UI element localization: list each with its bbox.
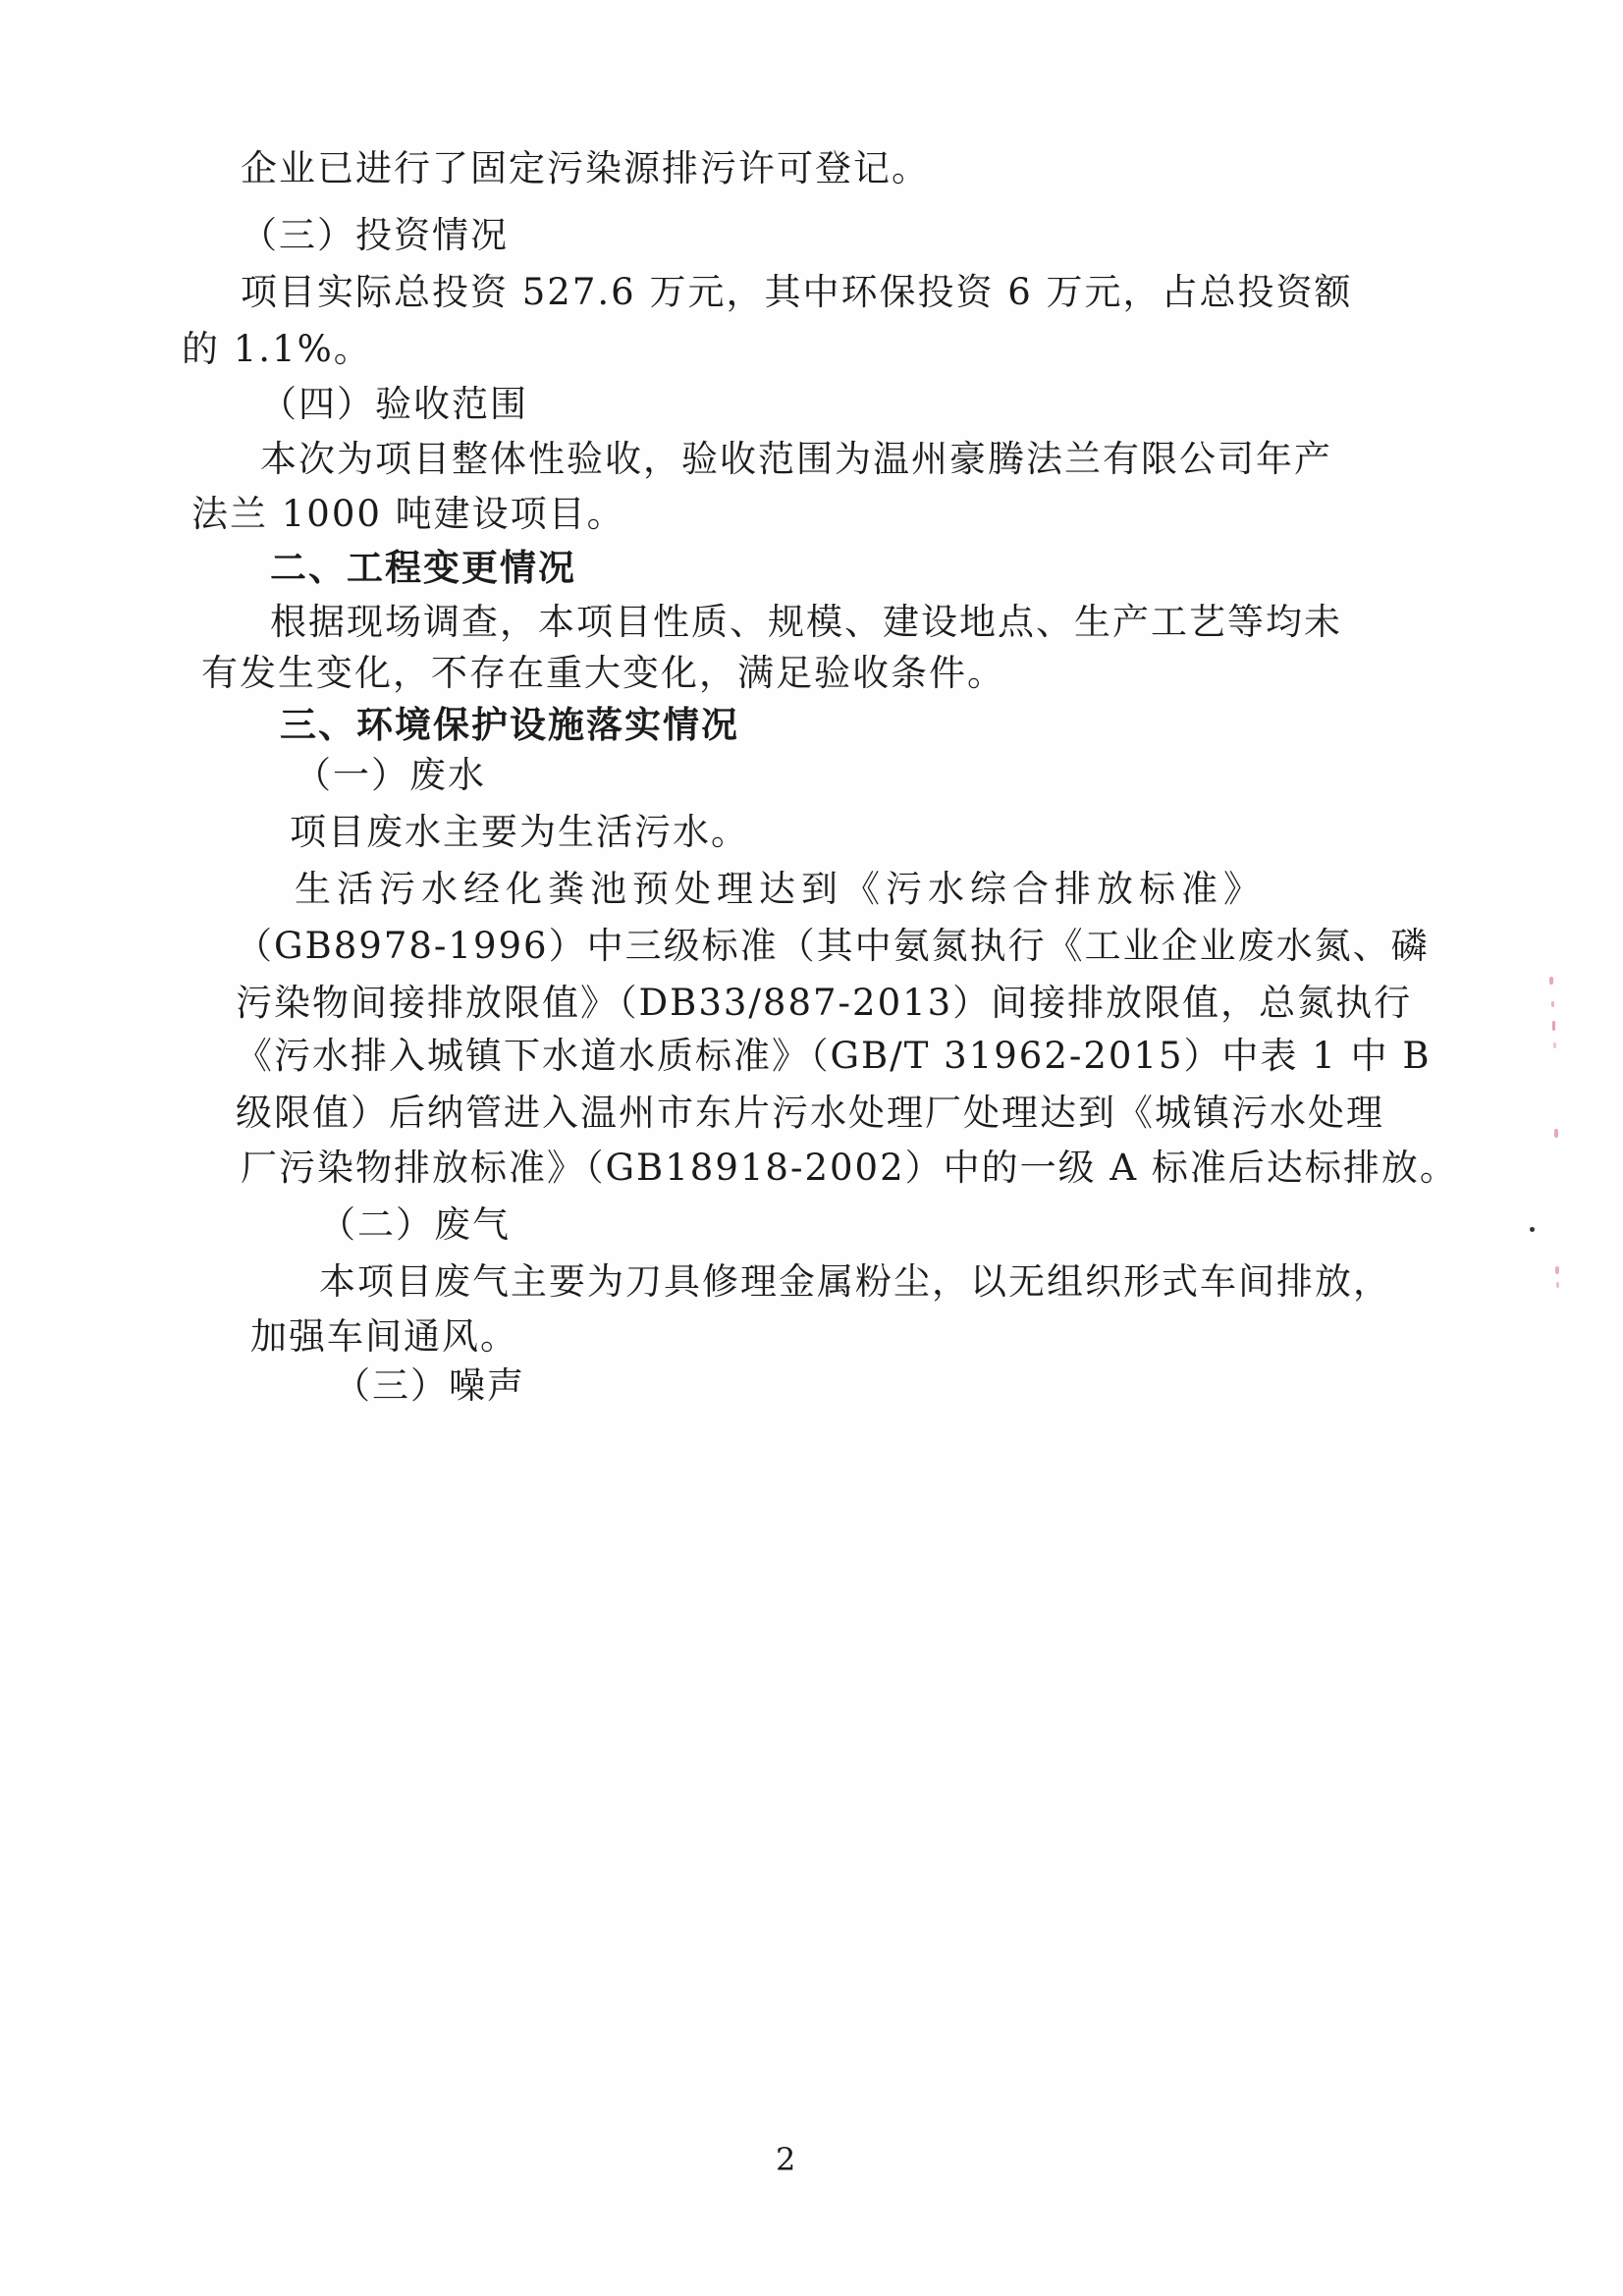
page-number: 2 bbox=[776, 2141, 796, 2178]
scan-mark bbox=[1556, 1282, 1559, 1288]
scan-mark bbox=[1551, 1001, 1554, 1007]
text-line: 污染物间接排放限值》（DB33/887-2013）间接排放限值，总氮执行 bbox=[236, 982, 1413, 1024]
text-line: 生活污水经化粪池预处理达到《污水综合排放标准》 bbox=[295, 868, 1266, 910]
text-line: 项目废水主要为生活污水。 bbox=[290, 811, 749, 853]
scan-mark bbox=[1549, 977, 1553, 985]
text-line: 加强车间通风。 bbox=[250, 1315, 518, 1358]
section-heading: （四）验收范围 bbox=[260, 383, 528, 425]
text-line: 有发生变化，不存在重大变化，满足验收条件。 bbox=[201, 652, 1005, 694]
text-line: 级限值）后纳管进入温州市东片污水处理厂处理达到《城镇污水处理 bbox=[236, 1092, 1384, 1134]
section-heading: （二）废气 bbox=[319, 1203, 511, 1246]
scan-mark bbox=[1553, 1042, 1556, 1048]
text-line: （GB8978-1996）中三级标准（其中氨氮执行《工业企业废水氮、磷 bbox=[236, 925, 1430, 967]
scan-mark bbox=[1555, 1266, 1559, 1274]
section-heading: （三）噪声 bbox=[334, 1364, 525, 1407]
section-heading: （三）投资情况 bbox=[241, 214, 509, 256]
text-line: 本次为项目整体性验收，验收范围为温州豪腾法兰有限公司年产 bbox=[260, 438, 1332, 480]
scan-mark bbox=[1554, 1129, 1558, 1138]
text-line: 企业已进行了固定污染源排污许可登记。 bbox=[241, 147, 930, 189]
text-line: 根据现场调查，本项目性质、规模、建设地点、生产工艺等均未 bbox=[270, 601, 1342, 643]
text-line: 法兰 1000 吨建设项目。 bbox=[191, 493, 625, 535]
scan-dot bbox=[1530, 1227, 1535, 1232]
section-heading: （一）废水 bbox=[295, 754, 486, 796]
text-line: 项目实际总投资 527.6 万元，其中环保投资 6 万元，占总投资额 bbox=[241, 271, 1353, 313]
chapter-heading: 三、环境保护设施落实情况 bbox=[280, 703, 739, 746]
text-line: 厂污染物排放标准》（GB18918-2002）中的一级 A 标准后达标排放。 bbox=[241, 1147, 1458, 1189]
text-line: 本项目废气主要为刀具修理金属粉尘，以无组织形式车间排放， bbox=[319, 1260, 1391, 1303]
chapter-heading: 二、工程变更情况 bbox=[270, 546, 576, 589]
text-line: 《污水排入城镇下水道水质标准》（GB/T 31962-2015）中表 1 中 B bbox=[236, 1035, 1432, 1077]
text-line: 的 1.1%。 bbox=[182, 328, 372, 370]
scan-mark bbox=[1552, 1021, 1555, 1031]
